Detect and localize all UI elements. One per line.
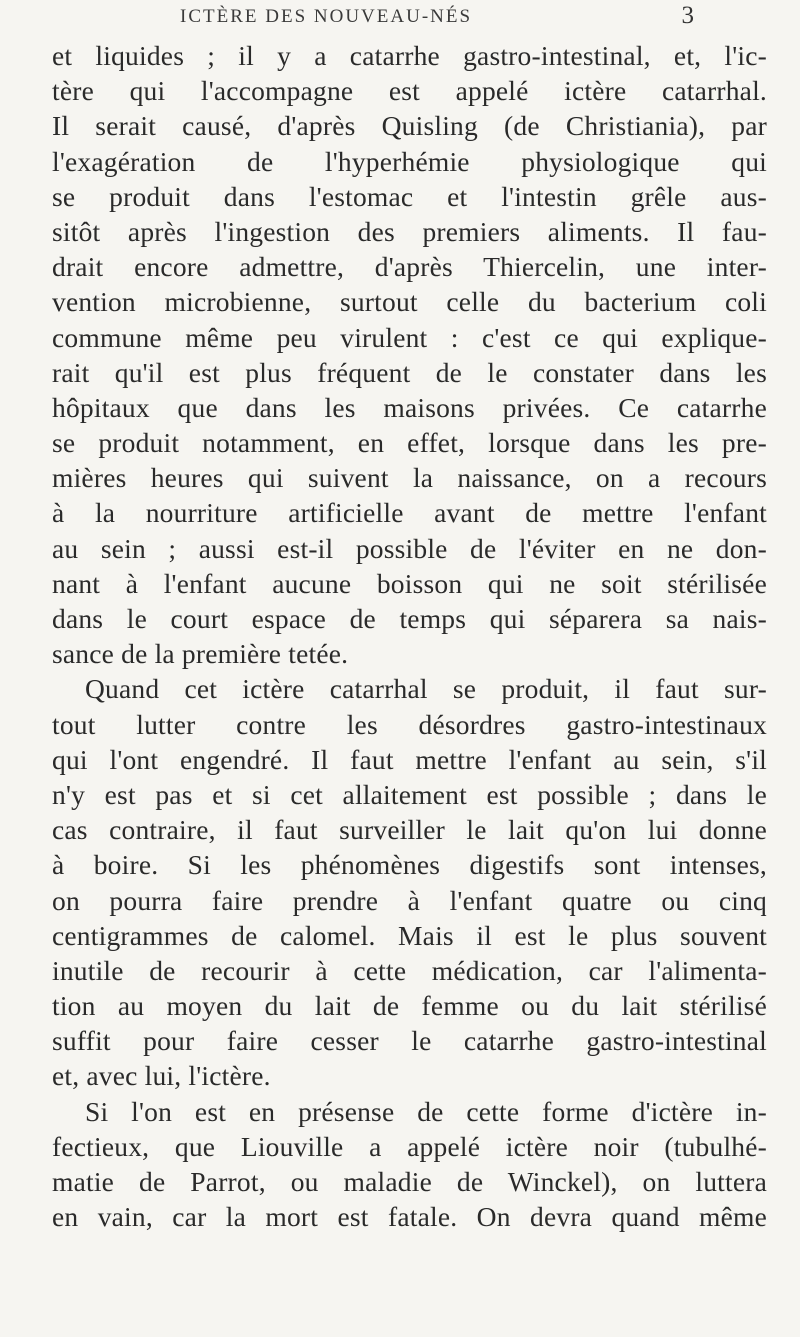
text-line: inutile de recourir à cette médication, car l'alimenta- — [52, 954, 767, 986]
text-line: vention microbienne, surtout celle du bacterium coli — [52, 286, 767, 318]
text-line: Il serait causé, d'après Quisling (de Christiania), par — [52, 110, 767, 142]
text-line: tère qui l'accompagne est appelé ictère catarrhal. — [52, 75, 767, 107]
text-line: on pourra faire prendre à l'enfant quatre ou cinq — [52, 884, 767, 916]
page-number: 3 — [681, 2, 694, 29]
text-line: matie de Parrot, ou maladie de Winckel), on luttera — [52, 1166, 767, 1197]
text-line: rait qu'il est plus fréquent de le constater dans les — [52, 356, 767, 388]
running-title: ICTÈRE DES NOUVEAU-NÉS — [180, 6, 473, 27]
text-line: suffit pour faire cesser le catarrhe gastro-intestinal — [52, 1025, 767, 1057]
text-line: en vain, car la mort est fatale. On devra quand même — [52, 1201, 767, 1233]
text-line: et, avec lui, l'ictère. — [52, 1060, 271, 1092]
text-line: dans le court espace de temps qui séparera sa nais- — [52, 603, 767, 634]
text-line: tout lutter contre les désordres gastro-intestinaux — [52, 708, 767, 740]
text-line: au sein ; aussi est-il possible de l'éviter en ne don- — [52, 532, 767, 564]
text-line: à boire. Si les phénomènes digestifs sont intenses, — [52, 849, 767, 881]
text-line: cas contraire, il faut surveiller le lait qu'on lui donne — [52, 814, 767, 846]
text-line: sance de la première tetée. — [52, 638, 349, 670]
text-line: fectieux, que Liouville a appelé ictère noir (tubulhé- — [52, 1130, 767, 1162]
text-line: Si l'on est en présense de cette forme d'ictère in- — [85, 1095, 767, 1127]
text-line: se produit notamment, en effet, lorsque dans les pre- — [52, 427, 767, 459]
text-line: centigrammes de calomel. Mais il est le plus souvent — [52, 919, 767, 951]
text-line: qui l'ont engendré. Il faut mettre l'enfant au sein, s'il — [52, 743, 767, 775]
body-text — [52, 38, 767, 1234]
text-line: drait encore admettre, d'après Thiercelin, une inter- — [52, 251, 767, 283]
text-line: Quand cet ictère catarrhal se produit, il faut sur- — [85, 673, 767, 705]
running-head — [180, 2, 694, 29]
text-line: se produit dans l'estomac et l'intestin grêle aus- — [52, 180, 767, 212]
text-line: et liquides ; il y a catarrhe gastro-intestinal, et, l'ic- — [52, 40, 767, 71]
text-line: nant à l'enfant aucune boisson qui ne soit stérilisée — [52, 567, 767, 599]
text-line: mières heures qui suivent la naissance, on a recours — [52, 462, 767, 494]
text-line: hôpitaux que dans les maisons privées. Ce catarrhe — [52, 391, 767, 423]
text-line: sitôt après l'ingestion des premiers aliments. Il fau- — [52, 215, 767, 247]
text-line: n'y est pas et si cet allaitement est possible ; dans le — [52, 778, 767, 810]
text-line: commune même peu virulent : c'est ce qui explique- — [52, 321, 767, 353]
text-line: tion au moyen du lait de femme ou du lait stérilisé — [52, 990, 767, 1022]
text-line: l'exagération de l'hyperhémie physiologique qui — [52, 145, 767, 177]
text-line: à la nourriture artificielle avant de mettre l'enfant — [52, 497, 767, 529]
